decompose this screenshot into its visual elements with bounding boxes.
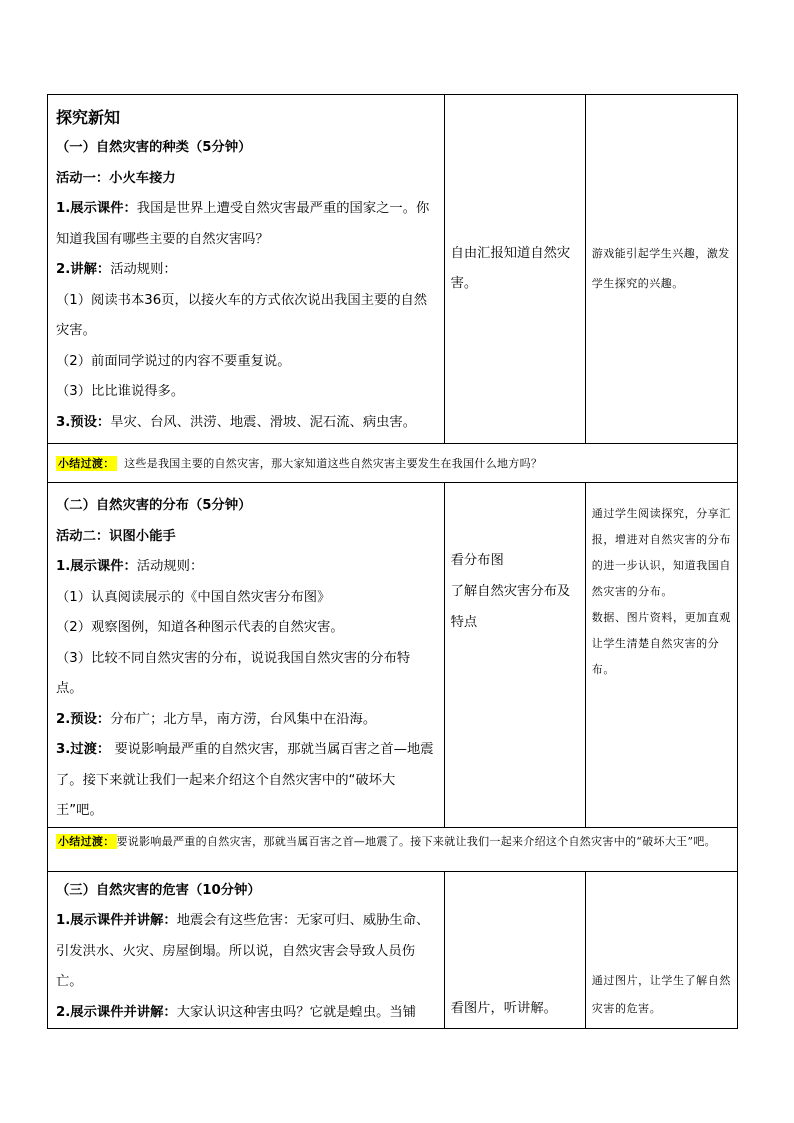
point-text: 旱灾、台风、洪涝、地震、滑坡、泥石流、病虫害。 <box>110 414 417 430</box>
activity-1-title: 活动一：小火车接力 <box>56 170 176 186</box>
section-3-subtitle: （三）自然灾害的危害（10分钟） <box>56 882 261 898</box>
student-activity-line: 看分布图 <box>450 553 504 568</box>
section-2-content <box>48 483 445 828</box>
section-1-point-2 <box>56 255 436 286</box>
section-3-point-1 <box>56 906 436 998</box>
section-title: 探究新知 <box>56 108 121 127</box>
rule-item: （1）阅读书本36页，以接火车的方式依次说出我国主要的自然灾害。 <box>56 292 428 338</box>
point-label: 1.展示课件并讲解： <box>56 913 177 928</box>
section-1-point-3 <box>56 408 436 439</box>
transition-text: 要说影响最严重的自然灾害，那就当属百害之首—地震了。接下来就让我们一起来介绍这个自然灾害中的“破坏大王”吧。 <box>116 834 716 848</box>
point-text: 活动规则： <box>110 262 177 277</box>
section-1-student-activity: 自由汇报知道自然灾害。 <box>444 95 585 444</box>
transition-2 <box>48 827 738 871</box>
point-label: 2.预设： <box>56 711 111 727</box>
lesson-plan-table <box>47 94 738 1029</box>
rule-item: （2）前面同学说过的内容不要重复说。 <box>56 353 291 369</box>
section-3-point-2 <box>56 998 436 1029</box>
section-2-design-intent <box>585 483 737 828</box>
point-label: 2.展示课件并讲解： <box>56 1004 177 1020</box>
point-text: 分布广；北方旱，南方涝，台风集中在沿海。 <box>110 711 377 727</box>
transition-2-row <box>48 827 738 871</box>
section-1-point-1 <box>56 194 436 255</box>
section-1-subtitle: （一）自然灾害的种类（5分钟） <box>56 140 252 155</box>
section-2-point-1 <box>56 552 436 583</box>
rule-item: （3）比比谁说得多。 <box>56 384 185 399</box>
point-label: 3.预设： <box>56 414 111 430</box>
section-1-content <box>48 95 445 444</box>
section-1-design-intent: 游戏能引起学生兴趣，激发学生探究的兴趣。 <box>585 95 737 444</box>
transition-text: 这些是我国主要的自然灾害，那大家知道这些自然灾害主要发生在我国什么地方吗？ <box>124 456 543 470</box>
section-2-point-2 <box>56 705 436 736</box>
section-2-subtitle: （二）自然灾害的分布（5分钟） <box>56 498 252 513</box>
point-label: 3.过渡： <box>56 742 111 757</box>
section-2-student-activity <box>444 483 585 828</box>
rule-item: （3）比较不同自然灾害的分布，说说我国自然灾害的分布特点。 <box>56 650 411 696</box>
transition-label: 小结过渡： <box>58 834 115 848</box>
section-3-student-activity: 看图片，听讲解。 <box>444 871 585 1029</box>
transition-label: 小结过渡： <box>58 456 115 470</box>
point-label: 1.展示课件： <box>56 201 137 216</box>
lesson-plan-page <box>47 94 738 1029</box>
rule-item: （2）观察图例，知道各种图示代表的自然灾害。 <box>56 620 344 635</box>
point-text: 地震会有这些危害：无家可归、威胁生命、引发洪水、火灾、房屋倒塌。所以说，自然灾害会导致人员伤亡。 <box>56 913 430 989</box>
point-text: 大家认识这种害虫吗？它就是蝗虫。当铺 <box>176 1004 417 1020</box>
design-intent-para: 数据、图片资料，更加直观让学生清楚自然灾害的分布。 <box>591 611 731 676</box>
section-3-row <box>48 871 738 1029</box>
section-3-content <box>48 871 445 1029</box>
point-label: 1.展示课件： <box>56 559 137 574</box>
point-text: 活动规则： <box>136 559 204 574</box>
rule-item: （1）认真阅读展示的《中国自然灾害分布图》 <box>56 589 331 605</box>
point-label: 2.讲解： <box>56 262 111 277</box>
section-2-point-3 <box>56 735 436 827</box>
section-2-row <box>48 483 738 828</box>
section-3-design-intent: 通过图片，让学生了解自然灾害的危害。 <box>585 871 737 1029</box>
transition-1-row <box>48 444 738 483</box>
design-intent-para: 通过学生阅读探究，分享汇报，增进对自然灾害的分布的进一步认识，知道我国自然灾害的分布。 <box>591 507 731 598</box>
point-text: 我国是世界上遭受自然灾害最严重的国家之一。你知道我国有哪些主要的自然灾害吗？ <box>56 201 430 247</box>
student-activity-line: 了解自然灾害分布及特点 <box>450 584 571 630</box>
section-1-row <box>48 95 738 444</box>
point-text: 要说影响最严重的自然灾害，那就当属百害之首—地震了。接下来就让我们一起来介绍这个自然灾害中的“破坏大王”吧。 <box>56 742 434 818</box>
transition-1 <box>48 444 738 483</box>
activity-2-title: 活动二：识图小能手 <box>56 528 176 544</box>
